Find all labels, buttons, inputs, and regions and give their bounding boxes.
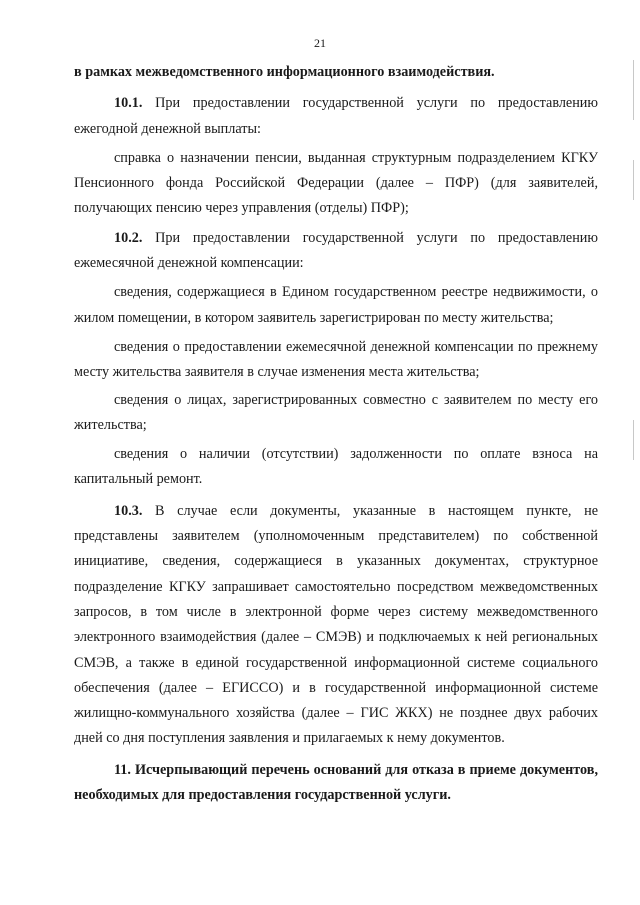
document-body xyxy=(74,60,598,808)
clause-10-2-item-1: сведения, содержащиеся в Едином государственном реестре недвижимости, о жилом помещении, в котором заявитель зарегистрирован по месту жительства; xyxy=(74,284,598,326)
page-number: 21 xyxy=(314,36,326,50)
section-10-heading-tail: в рамках межведомственного информационного взаимодействия. xyxy=(74,64,495,80)
clause-10-2-item-3: сведения о лицах, зарегистрированных совместно с заявителем по месту его жительства; xyxy=(74,391,598,433)
scan-edge-mark xyxy=(633,60,634,120)
clause-10-3-number: 10.3. xyxy=(114,502,143,519)
clause-10-3 xyxy=(74,499,598,752)
section-11-heading: 11. Исчерпывающий перечень оснований для отказа в приеме документов, необходимых для предоставления государственной услуги. xyxy=(74,761,598,804)
scan-edge-mark xyxy=(633,420,634,460)
clause-10-1-text: При предоставлении государственной услуги по предоставлению ежегодной денежной выплаты: xyxy=(74,95,598,137)
clause-10-2-item-4: сведения о наличии (отсутствии) задолженности по оплате взноса на капитальный ремонт. xyxy=(74,446,598,488)
clause-10-1 xyxy=(74,91,598,142)
clause-10-1-number: 10.1. xyxy=(114,95,143,112)
clause-10-2-item-2: сведения о предоставлении ежемесячной денежной компенсации по прежнему месту жительства заявителя в случае изменения места жительства; xyxy=(74,338,598,381)
clause-10-1-item: справка о назначении пенсии, выданная структурным подразделением КГКУ Пенсионного фонда Российской Федерации (далее – ПФР) (для заявителей, получающих пенсию через управления (отделы) ПФР); xyxy=(74,149,598,217)
clause-10-2-text: При предоставлении государственной услуги по предоставлению ежемесячной денежной компенсации: xyxy=(74,229,598,272)
scan-edge-mark xyxy=(633,160,634,200)
clause-10-2-number: 10.2. xyxy=(114,229,143,246)
clause-10-3-text: В случае если документы, указанные в настоящем пункте, не представлены заявителем (уполномоченным представителем) по собственной инициативе, сведения, содержащиеся в указанных документах, структурное подразделение КГКУ запрашивает самостоятельно посредством межведомственных запросов, в том числе в электронной форме через систему межведомственного электронного взаимодействия (далее – СМЭВ) и подключаемых к ней региональных СМЭВ, а также в единой государственной информационной системе социального обеспечения (далее – ЕГИССО) и в государственной информационной системе жилищно-коммунального хозяйства (далее – ГИС ЖКХ) не позднее двух рабочих дней со дня поступления заявления и прилагаемых к нему документов. xyxy=(74,502,598,747)
clause-10-2 xyxy=(74,226,598,277)
